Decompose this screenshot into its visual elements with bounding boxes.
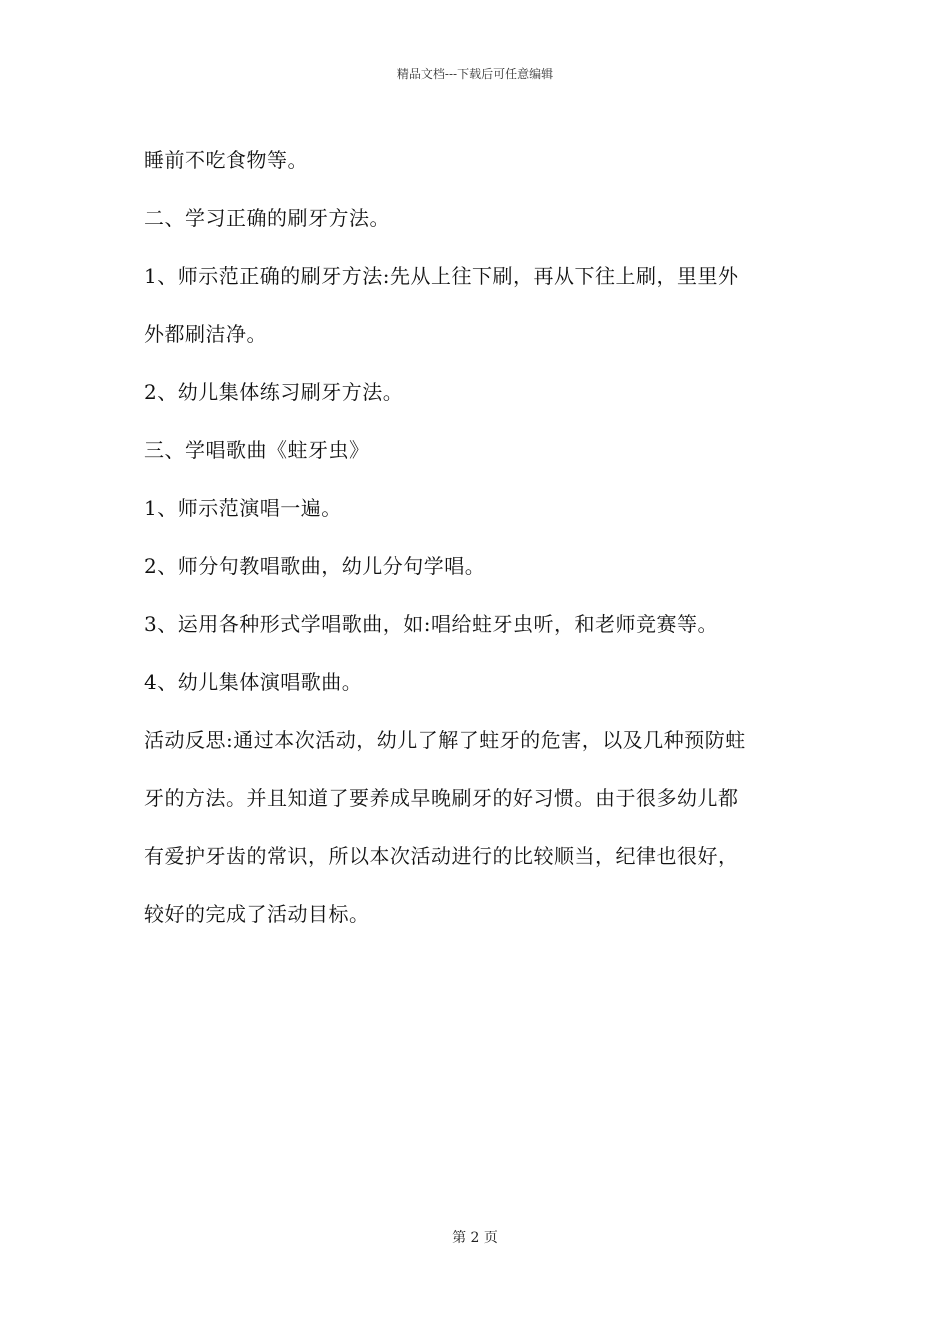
text-line: 外都刷洁净。 xyxy=(144,322,267,346)
page-number: 第 2 页 xyxy=(452,1230,498,1246)
reflection-line: 活动反思:通过本次活动，幼儿了解了蛀牙的危害，以及几种预防蛀 xyxy=(144,728,746,752)
text-line: 1、师示范演唱一遍。 xyxy=(144,496,342,520)
text-line: 2、师分句教唱歌曲，幼儿分句学唱。 xyxy=(144,554,486,578)
section-heading: 三、学唱歌曲《蛀牙虫》 xyxy=(144,438,370,462)
text-line: 3、运用各种形式学唱歌曲，如:唱给蛀牙虫听，和老师竞赛等。 xyxy=(144,612,718,636)
text-line: 1、师示范正确的刷牙方法:先从上往下刷，再从下往上刷，里里外 xyxy=(144,264,739,288)
text-line: 睡前不吃食物等。 xyxy=(144,148,308,172)
text-line: 4、幼儿集体演唱歌曲。 xyxy=(144,670,363,694)
document-body xyxy=(144,131,824,943)
reflection-line: 有爱护牙齿的常识，所以本次活动进行的比较顺当，纪律也很好， xyxy=(144,844,739,868)
reflection-line: 牙的方法。并且知道了要养成早晚刷牙的好习惯。由于很多幼儿都 xyxy=(144,786,739,810)
section-heading: 二、学习正确的刷牙方法。 xyxy=(144,206,390,230)
page-header: 精品文档---下载后可任意编辑 xyxy=(396,67,554,81)
reflection-line: 较好的完成了活动目标。 xyxy=(144,902,370,926)
text-line: 2、幼儿集体练习刷牙方法。 xyxy=(144,380,404,404)
